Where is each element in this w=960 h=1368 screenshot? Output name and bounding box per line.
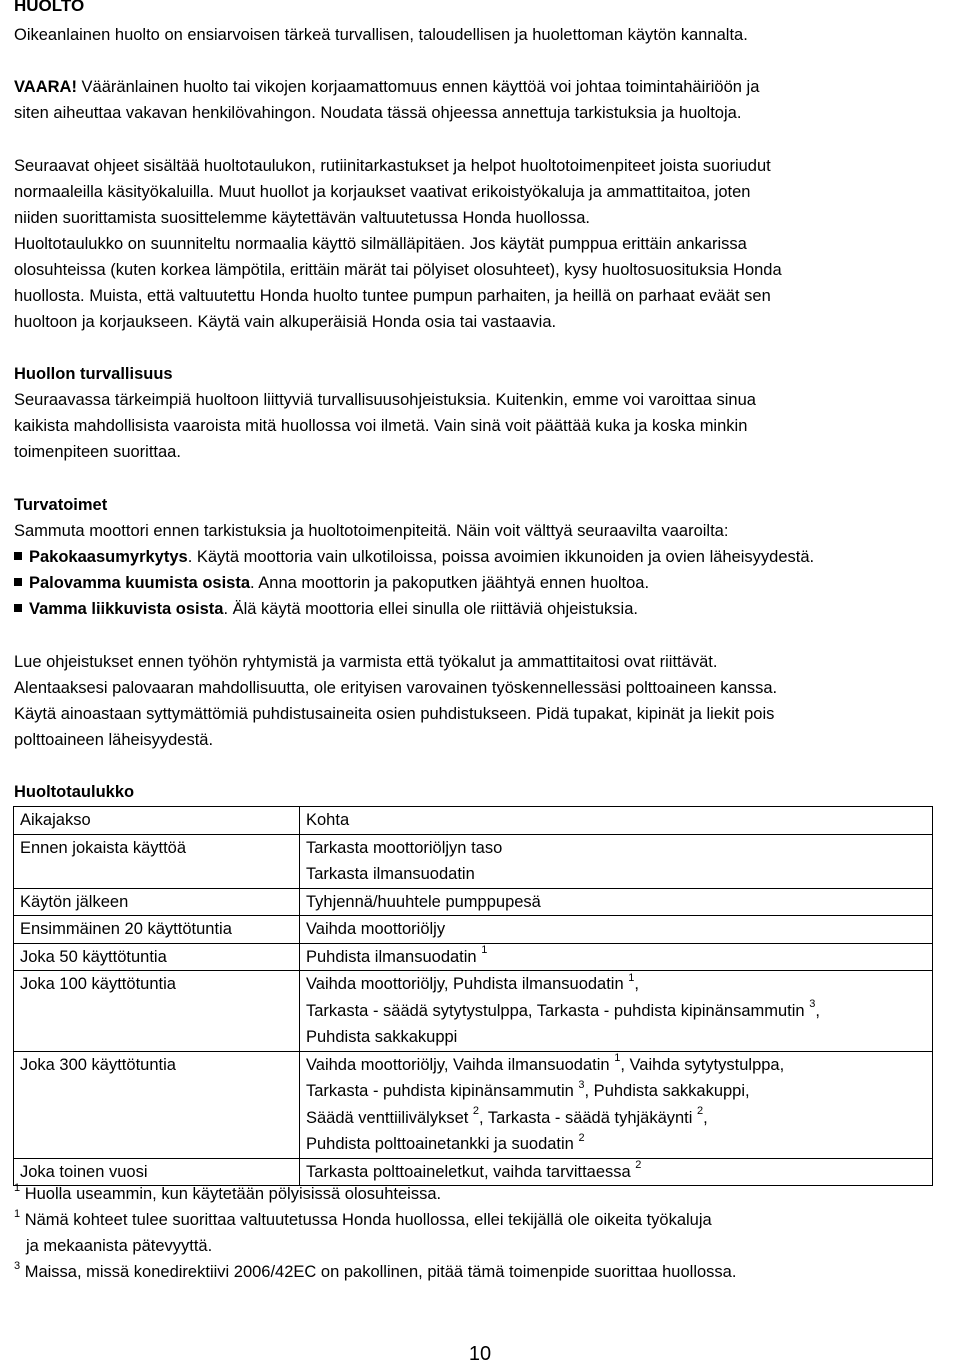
item-line: Puhdista polttoainetankki ja suodatin $^2$ [306, 1131, 585, 1153]
footnote-ref: 2 [697, 1105, 704, 1117]
item-line: Säädä venttiilivälykset $^2$, Tarkasta - säädä tyhjäkäynti $^2$, [306, 1105, 708, 1127]
bullet-text [29, 596, 638, 622]
items-cell [300, 1051, 933, 1158]
footnote-ref: 1 [481, 944, 488, 956]
period-cell: Joka 300 käyttötuntia [14, 1051, 300, 1158]
table-header-row [14, 807, 933, 835]
items-cell [300, 943, 933, 971]
schedule-section [14, 779, 949, 805]
paragraph-line: niiden suorittamista suosittelemme käytettävän valtuutetussa Honda huollossa. [14, 209, 590, 227]
period-cell: Joka 50 käyttötuntia [14, 943, 300, 971]
bullet-description: . Käytä moottoria vain ulkotiloissa, poissa avoimien ikkunoiden ja ovien läheisyydestä. [187, 548, 815, 566]
bullet-text [29, 544, 814, 570]
footnote-mark: 1 [14, 1181, 21, 1194]
paragraph-line: Käytä ainoastaan syttymättömiä puhdistusaineita osien puhdistukseen. Pidä tupakat, kipinät ja liekit pois [14, 705, 775, 723]
paragraph-line: huollosta. Muista, että valtuutettu Honda huolto tuntee pumpun parhaiten, ja heillä on parhaat eväät sen [14, 287, 771, 305]
paragraph-line: Lue ohjeistukset ennen työhön ryhtymistä ja varmista että työkalut ja ammattitaitosi ovat riittävät. [14, 653, 718, 671]
footnote-ref: 3 [809, 998, 816, 1010]
safety-line: kaikista mahdollisista vaaroista mitä huollossa voi ilmetä. Vain sinä voit päättää kuka ja koska minkin [14, 417, 748, 435]
table-row [14, 916, 933, 944]
item-line: Tarkasta - puhdista kipinänsammutin $^3$, Puhdista sakkakuppi, [306, 1078, 750, 1100]
paragraph-2 [14, 649, 949, 753]
bullet-marker-icon [14, 578, 22, 586]
precautions-section [14, 492, 949, 622]
header-period: Aikajakso [14, 807, 300, 835]
warning-line-1: Vääränlainen huolto tai vikojen korjaamattomuus ennen käyttöä voi johtaa toimintahäiriöön ja [76, 78, 760, 96]
precautions-heading: Turvatoimet [14, 496, 108, 514]
safety-line: Seuraavassa tärkeimpiä huoltoon liittyviä turvallisuusohjeistuksia. Kuitenkin, emme voi varoittaa sinua [14, 391, 756, 409]
footnote-ref: 2 [472, 1105, 480, 1117]
item-line: Tyhjennä/huuhtele pumppupesä [306, 892, 541, 911]
bullet-bold-label: Pakokaasumyrkytys [29, 548, 188, 566]
bullet-marker-icon [14, 604, 22, 612]
footnote-ref: 3 [578, 1078, 585, 1091]
table-row [14, 888, 933, 916]
safety-line: toimenpiteen suorittaa. [14, 443, 181, 461]
period-cell: Joka 100 käyttötuntia [14, 971, 300, 1052]
period-cell: Ennen jokaista käyttöä [14, 834, 300, 888]
table-row [14, 1051, 933, 1158]
paragraph-line: Alentaaksesi palovaaran mahdollisuutta, ole erityisen varovainen työskennellessäsi polttoaineen kanssa. [14, 679, 778, 697]
page-title: HUOLTO [14, 0, 85, 15]
footnote-mark: 3 [14, 1259, 21, 1272]
period-cell: Ensimmäinen 20 käyttötuntia [14, 916, 300, 944]
bullet-item [14, 596, 949, 622]
bullet-text [29, 570, 649, 596]
item-line: Vaihda moottoriöljy [306, 920, 446, 938]
footnotes [14, 1181, 949, 1285]
item-line: Tarkasta polttoaineletkut, vaihda tarvittaessa $^2$ [306, 1159, 642, 1181]
footnote-line: ja mekaanista pätevyyttä. [26, 1237, 213, 1255]
paragraph-line: normaaleilla käsityökaluilla. Muut huollot ja korjaukset vaativat erikoistyökaluja ja ammattitaitoa, joten [14, 183, 751, 201]
period-cell: Käytön jälkeen [14, 888, 300, 916]
warning-label: VAARA! [14, 78, 77, 96]
table-row [14, 834, 933, 888]
intro-text: Oikeanlainen huolto on ensiarvoisen tärkeä turvallisen, taloudellisen ja huolettoman käytön kannalta. [14, 26, 748, 44]
header-item: Kohta [300, 807, 933, 835]
bullet-bold-label: Palovamma kuumista osista [29, 574, 251, 592]
item-line: Vaihda moottoriöljy, Puhdista ilmansuodatin $^1$, [306, 971, 639, 993]
footnote-ref: 1 [614, 1052, 621, 1064]
footnote-line: $^3$ Maissa, missä konedirektiivi 2006/42EC on pakollinen, pitää tämä toimenpide suorittaa huollossa. [14, 1259, 737, 1281]
paragraph-line: polttoaineen läheisyydestä. [14, 731, 214, 749]
bullet-item [14, 544, 949, 570]
items-cell [300, 888, 933, 916]
item-line: Tarkasta ilmansuodatin [306, 865, 475, 883]
paragraph-line: olosuhteissa (kuten korkea lämpötila, erittäin märät tai pölyiset olosuhteet), kysy huoltosuosituksia Honda [14, 261, 782, 279]
items-cell [300, 834, 933, 888]
warning-block [14, 74, 949, 126]
precautions-intro: Sammuta moottori ennen tarkistuksia ja huoltotoimenpiteitä. Näin voit välttyä seuraavilta vaaroilta: [14, 522, 729, 540]
maintenance-table [13, 806, 933, 1186]
footnote-ref: 1 [628, 971, 635, 984]
bullet-bold-label: Vamma liikkuvista osista [29, 600, 224, 618]
schedule-heading: Huoltotaulukko [14, 783, 135, 801]
item-line: Vaihda moottoriöljy, Vaihda ilmansuodatin $^1$, Vaihda sytytystulppa, [306, 1052, 785, 1074]
bullet-description: . Anna moottorin ja pakoputken jäähtyä ennen huoltoa. [250, 574, 650, 592]
footnote [14, 1207, 949, 1259]
footnote-line: $^1$ Huolla useammin, kun käytetään pölyisissä olosuhteissa. [14, 1181, 442, 1203]
item-line: Tarkasta moottoriöljyn taso [306, 838, 503, 857]
paragraph-line: Huoltotaulukko on suunniteltu normaalia käyttö silmälläpitäen. Jos käytät pumppua erittäin ankarissa [14, 235, 747, 253]
table-row [14, 971, 933, 1052]
footnote [14, 1181, 949, 1207]
footnote-ref: 2 [578, 1131, 585, 1144]
footnote-line: $^1$ Nämä kohteet tulee suorittaa valtuutetussa Honda huollossa, ellei tekijällä ole oikeita työkaluja [14, 1207, 712, 1229]
paragraph-line: huoltoon ja korjaukseen. Käytä vain alkuperäisiä Honda osia tai vastaavia. [14, 313, 557, 331]
item-line: Tarkasta - säädä sytytystulppa, Tarkasta - puhdista kipinänsammutin $^3$, [306, 998, 820, 1020]
item-line: Puhdista ilmansuodatin $^1$ [306, 944, 488, 966]
paragraph-1 [14, 153, 949, 335]
safety-section [14, 361, 949, 465]
items-cell [300, 971, 933, 1052]
warning-line-2: siten aiheuttaa vakavan henkilövahingon. Noudata tässä ohjeessa annettuja tarkistuksia ja huoltoja. [14, 104, 742, 122]
item-line: Puhdista sakkakuppi [306, 1028, 458, 1046]
table-row [14, 943, 933, 971]
items-cell [300, 916, 933, 944]
footnote [14, 1259, 949, 1285]
bullet-item [14, 570, 949, 596]
page-number: 10 [468, 1343, 492, 1365]
bullet-description: . Älä käytä moottoria ellei sinulla ole riittäviä ohjeistuksia. [223, 600, 638, 618]
footnote-ref: 2 [635, 1159, 642, 1171]
bullet-marker-icon [14, 552, 22, 560]
footnote-mark: 1 [14, 1207, 21, 1220]
period-cell: Joka toinen vuosi [14, 1158, 300, 1186]
paragraph-line: Seuraavat ohjeet sisältää huoltotaulukon, rutiinitarkastukset ja helpot huoltotoimenpiteet joista suoriudut [14, 157, 771, 175]
safety-heading: Huollon turvallisuus [14, 365, 173, 383]
